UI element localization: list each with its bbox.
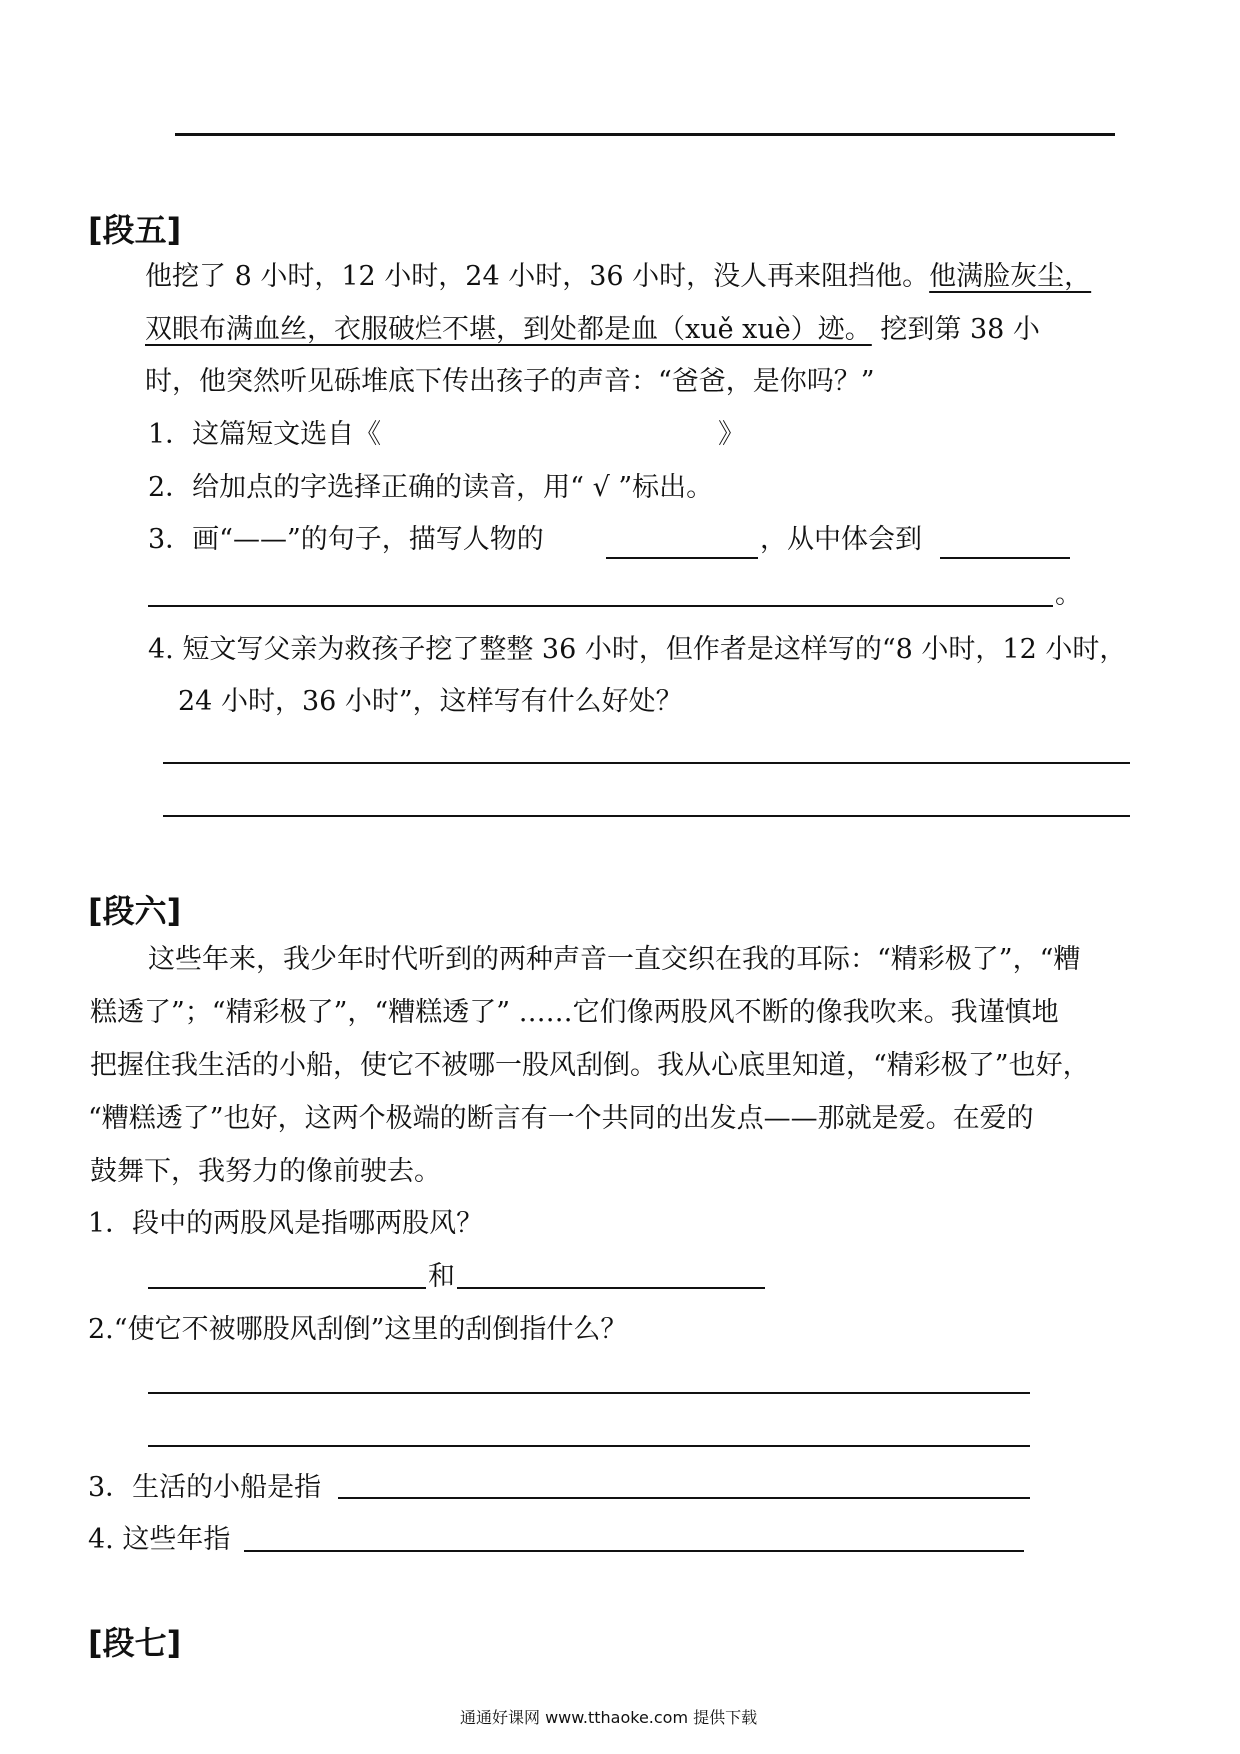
question-4: 4. 这些年指 (88, 1524, 231, 1555)
question-3-continued: ，从中体会到 (760, 524, 922, 555)
answer-line[interactable] (148, 1392, 1030, 1394)
paragraph-text: 他挖了 8 小时，12 小时，24 小时，36 小时，没人再来阻挡他。 (145, 261, 930, 292)
answer-blank[interactable] (244, 1550, 1024, 1552)
question-1-close: 》 (718, 419, 745, 450)
question-4-line2: 24 小时，36 小时”，这样写有什么好处？ (178, 686, 683, 717)
answer-line (175, 133, 1115, 136)
paragraph-line: 糕透了”；“精彩极了”，“糟糕透了” ……它们像两股风不断的像我吹来。我谨慎地 (90, 997, 1059, 1028)
answer-line[interactable] (148, 1445, 1030, 1447)
underlined-sentence: 双眼布满血丝，衣服破烂不堪，到处都是血（xuě xuè）迹。 (145, 314, 872, 345)
footer-credit: 通通好课网 www.tthaoke.com 提供下载 (460, 1708, 758, 1727)
underlined-sentence: 他满脸灰尘， (929, 261, 1092, 292)
section-heading: [段六] (88, 892, 182, 930)
answer-blank[interactable] (148, 605, 1053, 607)
paragraph-line (145, 257, 1091, 297)
question-4: 4. 短文写父亲为救孩子挖了整整 36 小时，但作者是这样写的“8 小时，12 小时， (148, 634, 1127, 665)
answer-line[interactable] (163, 762, 1130, 764)
question-3: 3．画“——”的句子，描写人物的 (148, 524, 544, 555)
answer-blank[interactable] (338, 1497, 1030, 1499)
period: 。 (1055, 579, 1082, 610)
answer-blank[interactable] (148, 1287, 426, 1289)
question-2: 2．给加点的字选择正确的读音，用“ √ ”标出。 (148, 472, 714, 503)
conjunction: 和 (428, 1261, 455, 1292)
paragraph-line: 时，他突然听见砾堆底下传出孩子的声音：“爸爸，是你吗？” (145, 366, 875, 397)
answer-blank[interactable] (940, 557, 1070, 559)
paragraph-line (145, 310, 1040, 350)
paragraph-line: “糟糕透了”也好，这两个极端的断言有一个共同的出发点——那就是爱。在爱的 (88, 1103, 1034, 1134)
paragraph-line: 鼓舞下，我努力的像前驶去。 (90, 1156, 441, 1187)
question-3: 3．生活的小船是指 (88, 1472, 322, 1503)
paragraph-line: 把握住我生活的小船，使它不被哪一股风刮倒。我从心底里知道，“精彩极了”也好， (90, 1050, 1090, 1081)
answer-line[interactable] (163, 815, 1130, 817)
question-1: 1．这篇短文选自《 (148, 419, 382, 450)
paragraph-line: 这些年来，我少年时代听到的两种声音一直交织在我的耳际：“精彩极了”，“糟 (148, 944, 1081, 975)
section-heading: [段五] (88, 211, 182, 249)
paragraph-text: 挖到第 38 小 (871, 314, 1040, 345)
question-1: 1．段中的两股风是指哪两股风？ (88, 1208, 484, 1239)
answer-blank[interactable] (457, 1287, 765, 1289)
answer-blank[interactable] (606, 557, 758, 559)
section-heading: [段七] (88, 1624, 182, 1662)
question-2: 2.“使它不被哪股风刮倒”这里的刮倒指什么？ (88, 1314, 628, 1345)
